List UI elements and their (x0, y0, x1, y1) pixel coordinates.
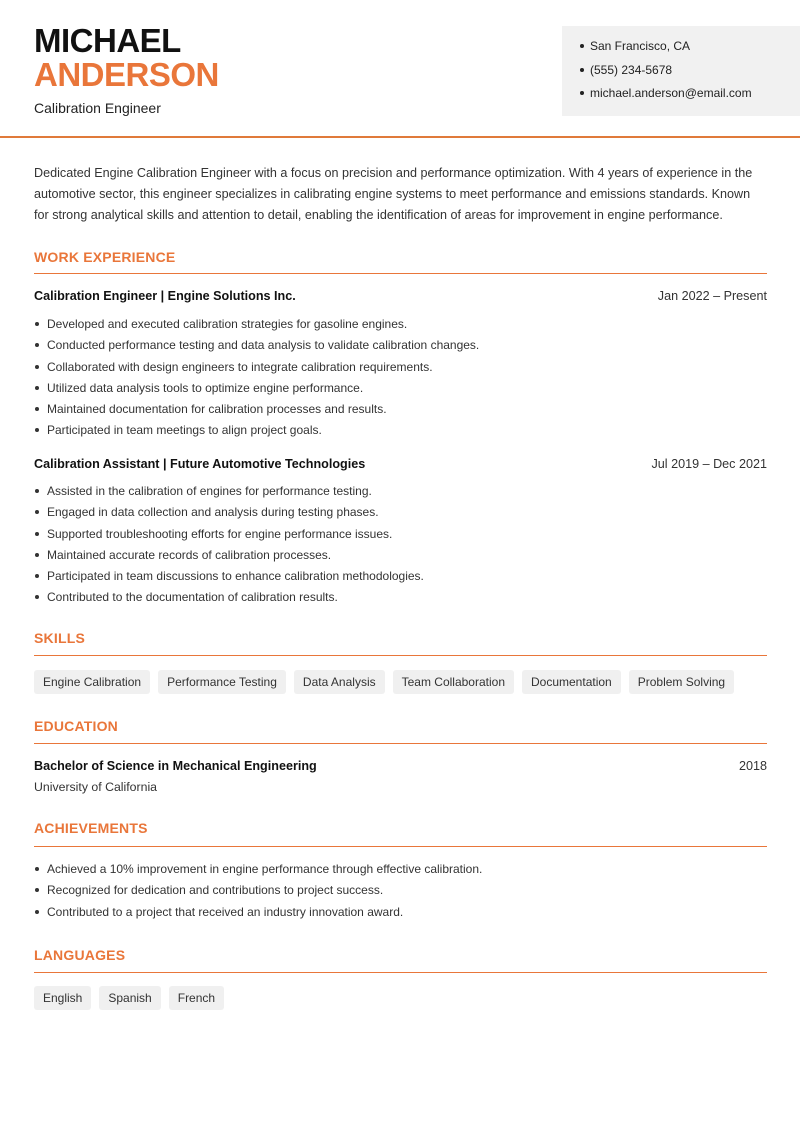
languages-list (34, 986, 224, 1010)
language-chip: French (169, 986, 224, 1010)
job-header (34, 289, 767, 303)
education-heading: EDUCATION (34, 718, 118, 734)
achievement-bullets (34, 861, 767, 925)
section-divider (34, 846, 767, 847)
list-item: Maintained accurate records of calibration processes. (34, 547, 767, 568)
contact-email[interactable]: michael.anderson@email.com (580, 85, 752, 109)
languages-heading: LANGUAGES (34, 947, 126, 963)
contact-phone: (555) 234-5678 (580, 62, 752, 86)
graduation-year: 2018 (738, 759, 767, 773)
skill-chip: Documentation (522, 670, 621, 694)
summary: Dedicated Engine Calibration Engineer with a focus on precision and performance optimization. With 4 years of experience in the automotive sector, this engineer specializes in calibrating engine systems to meet performance and emissions standards. Known for strong analytical skills and attention to detail, enabling the identification of areas for improvement in engine performance. (34, 166, 753, 222)
language-chip: English (34, 986, 91, 1010)
list-item: Utilized data analysis tools to optimize engine performance. (34, 380, 767, 401)
job-header (34, 457, 767, 471)
list-item: Supported troubleshooting efforts for engine performance issues. (34, 526, 767, 547)
job-title: Calibration Engineer (34, 100, 161, 116)
skills-list (34, 670, 734, 694)
job-dates: Jul 2019 – Dec 2021 (651, 457, 767, 471)
list-item: Collaborated with design engineers to integrate calibration requirements. (34, 359, 767, 380)
job-role: Calibration Engineer | Engine Solutions Inc. (34, 289, 296, 303)
skill-chip: Team Collaboration (393, 670, 514, 694)
list-item: Assisted in the calibration of engines for performance testing. (34, 483, 767, 504)
school: University of California (34, 780, 158, 794)
first-name: MICHAEL (34, 22, 181, 59)
section-divider (34, 972, 767, 973)
contact-location: San Francisco, CA (580, 38, 752, 62)
list-item: Participated in team meetings to align project goals. (34, 422, 767, 443)
list-item: Engaged in data collection and analysis during testing phases. (34, 504, 767, 525)
job-bullets (34, 316, 767, 444)
list-item: Recognized for dedication and contributions to project success. (34, 882, 767, 903)
skill-chip: Problem Solving (629, 670, 734, 694)
work-experience-heading: WORK EXPERIENCE (34, 249, 176, 265)
section-divider (34, 743, 767, 744)
list-item: Maintained documentation for calibration processes and results. (34, 401, 767, 422)
degree: Bachelor of Science in Mechanical Engineering (34, 759, 317, 773)
skills-heading: SKILLS (34, 630, 85, 646)
skill-chip: Data Analysis (294, 670, 385, 694)
contact-box (562, 26, 800, 116)
list-item: Achieved a 10% improvement in engine performance through effective calibration. (34, 861, 767, 882)
list-item: Contributed to a project that received an industry innovation award. (34, 904, 767, 925)
education-header (34, 759, 767, 773)
job-dates: Jan 2022 – Present (657, 289, 767, 303)
list-item: Participated in team discussions to enhance calibration methodologies. (34, 568, 767, 589)
last-name: ANDERSON (34, 56, 219, 93)
list-item: Conducted performance testing and data analysis to validate calibration changes. (34, 337, 767, 358)
resume-header (0, 0, 800, 138)
job-role: Calibration Assistant | Future Automotive Technologies (34, 457, 366, 471)
list-item: Developed and executed calibration strategies for gasoline engines. (34, 316, 767, 337)
section-divider (34, 655, 767, 656)
skill-chip: Performance Testing (158, 670, 286, 694)
section-divider (34, 273, 767, 274)
list-item: Contributed to the documentation of calibration results. (34, 589, 767, 610)
skill-chip: Engine Calibration (34, 670, 150, 694)
achievements-heading: ACHIEVEMENTS (34, 820, 148, 836)
contact-list (580, 38, 752, 109)
job-bullets (34, 483, 767, 611)
language-chip: Spanish (99, 986, 160, 1010)
